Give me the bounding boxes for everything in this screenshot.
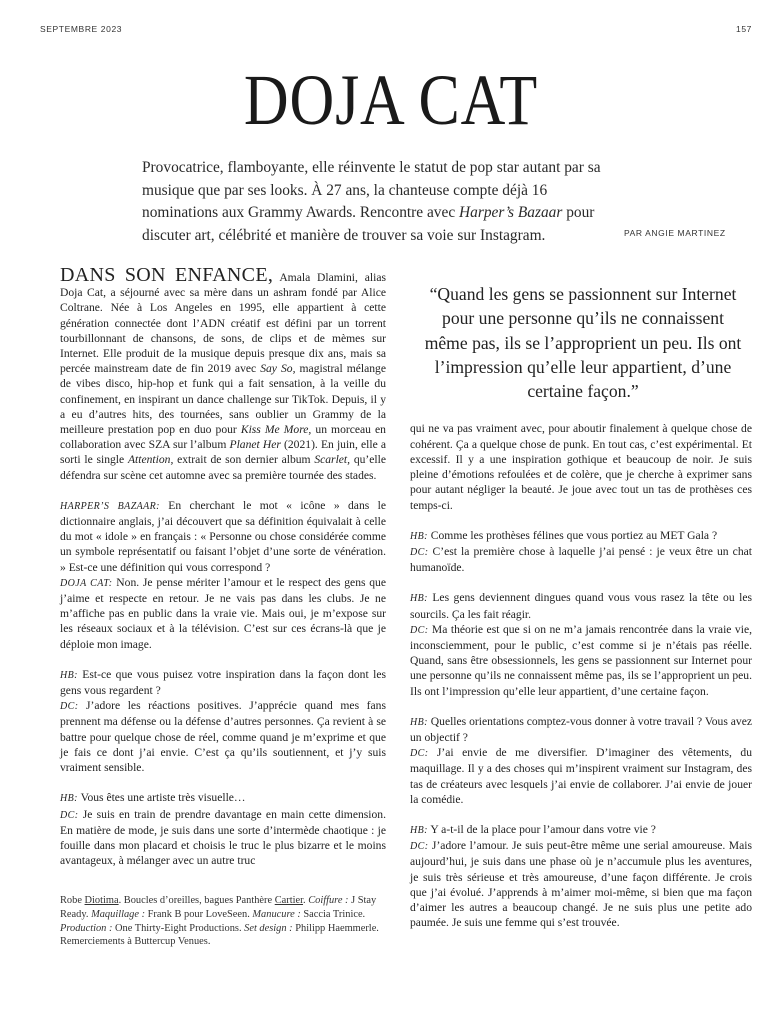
left-column [60,264,387,868]
interview-question [60,498,386,575]
interview-answer [410,745,752,807]
interview-question [410,822,752,838]
credit-label: Maquillage : [91,908,146,920]
credit-label: Production : [60,922,113,934]
song-title: Say So, [260,362,296,376]
interview-answer [410,838,752,930]
right-stack [410,268,752,930]
standfirst-text-1: Provocatrice, flamboyante, elle réinvente le statut de pop star autant par sa musique que par ses looks. À 27 ans, la chanteuse compte déjà 16 nominations aux Grammy Awards. Rencontre avec [142,159,601,221]
brand-link-cartier[interactable]: Cartier [274,895,303,907]
speaker-label: HB: [410,593,428,605]
intro-text: (2021). En juin, elle a sorti le single [60,438,386,467]
intro-text: qu’elle défendra sur scène cet automne avec sa première tournée des stades. [60,453,387,482]
speaker-label: DC: [410,546,429,558]
standfirst-text-2: pour discuter art, célébrité et manière de trouver sa voie sur Instagram. [142,204,595,244]
intro-text: magistral mélange de vibes disco, hip-hop et funk qui a fait sensation, à la veille du confinement, en inspirant un dance challenge sur TikTok. Depuis, il y a eu d’autres hits, des tournées, sans oublier un Grammy de la meilleure prestation pop en duo pour [60,362,386,437]
interview-answer [60,807,386,869]
credit-label: Manucure : [252,908,301,920]
song-title: Attention, [127,453,174,467]
question-text: Est-ce que vous puisez votre inspiration dans la façon dont les gens vous regardent ? [60,667,386,698]
answer-text: J’adore les réactions positives. J’apprécie quand mes fans prennent ma défense ou la défense d’autres personnes. Ça revient à se battre pour quelque chose de réel, comme quand je m’exprime et que je fais ce dont j’ai envie. C’est ça qu’ils soutiennent, et j’y suis vraiment sensible. [60,699,386,775]
interview-question [60,790,386,806]
credit-text: . Boucles d’oreilles, bagues Panthère [118,895,275,907]
song-title: Kiss Me More, [240,423,312,437]
question-text: Comme les prothèses félines que vous portiez au MET Gala ? [427,528,718,542]
intro-lead: DANS SON ENFANCE, [60,264,274,286]
issue-date: SEPTEMBRE 2023 [40,24,123,34]
credit-text: J Stay Ready. [60,895,377,920]
photo-credits [60,894,390,948]
answer-text: J’ai envie de me diversifier. D’imaginer des vêtements, du maquillage. Il y a des choses qui m’inspirent vraiment sur Instagram, des tas de créateurs avec lesquels j’ai envie de collaborer. J’ai envie de jouer la comédie. [410,746,752,806]
interview-question [410,590,752,621]
article-title: DOJA CAT [243,60,539,140]
article-body [60,264,752,949]
byline: PAR ANGIE MARTINEZ [624,228,726,238]
credit-text: . [302,895,309,907]
answer-text: Je suis en train de prendre davantage en main cette dimension. En matière de mode, je suis dans une sorte d’intermède chaotique : je fouille dans mon placard et choisis le truc le plus bizarre et le moins avantageux, à mélanger avec un autre truc [60,807,386,868]
album-title: Planet Her [229,438,281,452]
right-column [410,421,752,930]
pull-quote: “Quand les gens se passionnent sur Internet pour une personne qu’ils ne connaissent même pas, ils se l’approprient un peu. Ils ont l’impression qu’elle leur appartient, d’une certaine façon.” [424,284,742,402]
brand-link-diotima[interactable]: Diotima [84,895,119,907]
speaker-label: HARPER’S BAZAAR: [60,500,160,512]
left-stack [60,264,387,949]
speaker-label: DOJA CAT: [60,577,113,589]
credit-text: Frank B pour LoveSeen. [145,908,253,920]
speaker-label: DC: [410,748,429,760]
interview-answer [410,544,752,575]
speaker-label: HB: [410,716,428,728]
credit-text: Saccia Trinice. [300,908,366,920]
answer-text: J’adore l’amour. Je suis peut-être même une serial amoureuse. Mais aujourd’hui, je suis dans une phase où je n’accumule plus les aventures, je suis très sérieuse et très amoureuse, d’une façon différente. Je crois que j’ai évolué. J’apprends à m’aimer moi-même, si bien que ma façon d’aimer les autres a beaucoup changé. Je ne suis plus une petite ado paumée. Je suis une femme qui s’est trouvée. [410,839,752,930]
answer-text: Ma théorie est que si on ne m’a jamais rencontrée dans la vraie vie, inconsciemment, pour le public, c’est comme si je n’étais pas réelle. Quand, sans être obsessionnels, les gens se passionnent sur Internet pour une personne qu’ils ne connaissent même pas, ils se l’approprient un peu. Ils ont l’impression qu’elle leur appartient, d’une certaine façon. [410,622,752,698]
credit-text: Robe [60,895,85,907]
answer-continuation: qui ne va pas vraiment avec, pour aboutir finalement à quelque chose de cohérent. Ça a quelque chose de punk. En tout cas, c’est expérimental. Et excessif. Il y a une inspiration gothique et beaucoup de noir. Je suis pleine d’émotions refoulées et de colère, que je cherche à exprimer sans pour autant négliger la beauté. Je joue avec tout un tas de prothèses ces temps-ci. [410,422,752,512]
credit-label: Coiffure : [308,895,349,907]
interview-answer [410,622,752,699]
intro-text: un morceau en collaboration avec SZA sur l’album [60,423,386,452]
speaker-label: HB: [60,793,78,805]
question-text: Les gens deviennent dingues quand vous vous rasez la tête ou les sourcils. Ça les fait réagir. [410,591,752,621]
speaker-label: DC: [410,624,429,636]
question-text: En cherchant le mot « icône » dans le dictionnaire anglais, j’ai découvert que sa définition équivalait à celle du mot « idole » en français : « Personne ou chose considérée comme un symbole représentatif ou faisant l’objet d’une sorte de vénération. » Est-ce une définition qui vous correspond ? [60,498,386,574]
speaker-label: DC: [410,841,429,853]
credit-text: Philipp Haemmerle. Remerciements à Buttercup Venues. [60,922,379,948]
interview-question [60,667,386,698]
standfirst [142,157,612,247]
magazine-name: Harper’s Bazaar [459,204,563,221]
speaker-label: HB: [410,530,428,542]
standfirst-block [142,157,752,253]
credit-text: One Thirty-Eight Productions. [112,922,245,934]
answer-text: Non. Je pense mériter l’amour et le respect des gens que j’aime et respecte en retour. Je ne vais pas dans les clubs. Je ne m’affiche pas en public dans la vraie vie. Mais oui, je m’expose sur les réseaux sociaux et à la télévision. C’est sur ces écrans-là que je déploie mon image. [60,575,386,651]
question-text: Y a-t-il de la place pour l’amour dans votre vie ? [427,822,656,836]
credit-label: Set design : [244,922,293,934]
interview-answer [60,698,386,775]
question-text: Quelles orientations comptez-vous donner à votre travail ? Vous avez un objectif ? [410,714,752,744]
question-text: Vous êtes une artiste très visuelle… [77,791,246,805]
speaker-label: HB: [60,669,78,681]
speaker-label: HB: [410,824,428,836]
page-number: 157 [736,24,752,34]
intro-text: extrait de son dernier album [173,453,315,467]
intro-text: Amala Dlamini, alias Doja Cat, a séjourné avec sa mère dans un ashram fondé par Alice Coltrane. Née à Los Angeles en 1995, elle appartient à cette génération connectée dont l’ADN créatif est défini par un torrent tourbillonnant de chansons, de sons, de clips et de mèmes sur Internet. Elle produit de la musique depuis presque dix ans, mais sa percée mainstream date de fin 2019 avec [60,271,386,376]
answer-text: C’est la première chose à laquelle j’ai pensé : je veux être un chat humanoïde. [410,544,752,575]
intro-paragraph [60,264,387,483]
speaker-label: DC: [60,701,79,713]
running-head [40,24,752,38]
interview-question [410,528,752,544]
speaker-label: DC: [60,809,79,821]
interview-answer [60,575,386,652]
interview-question [410,714,752,745]
album-title: Scarlet, [314,453,351,467]
